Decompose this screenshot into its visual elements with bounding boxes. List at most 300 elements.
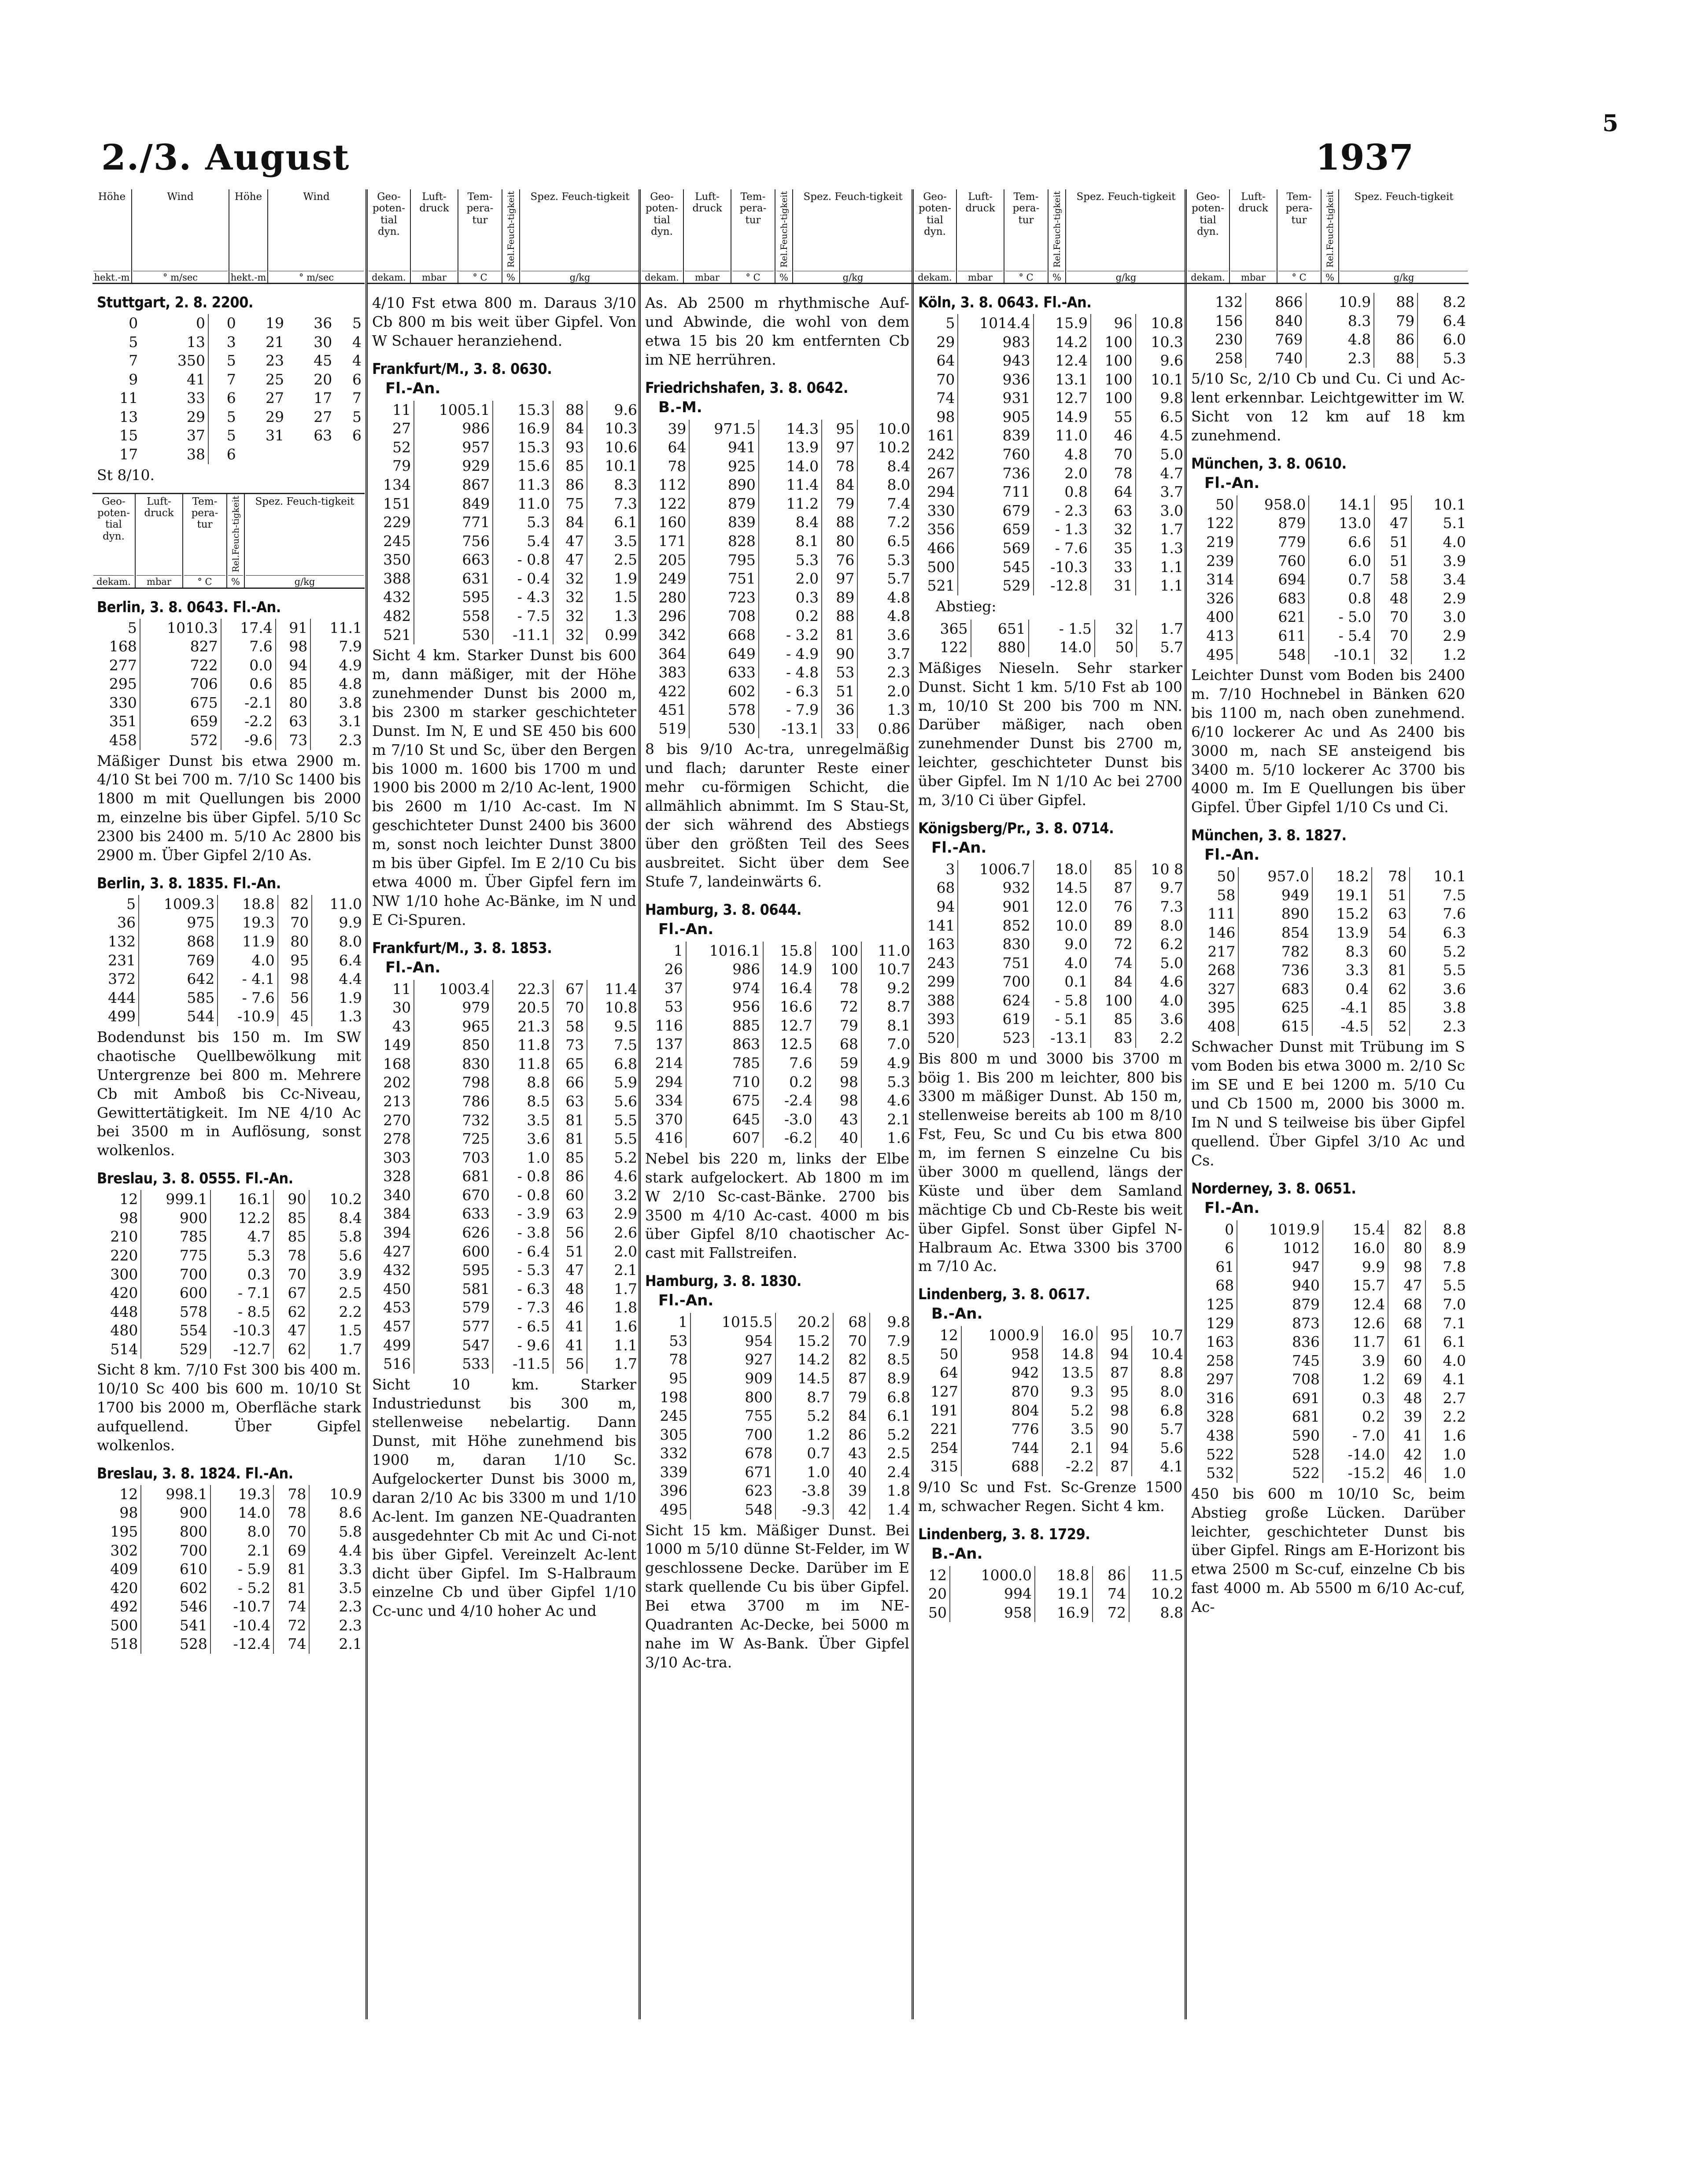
table-cell: 5.2 bbox=[1410, 942, 1469, 961]
table-cell: 18.8 bbox=[1035, 1566, 1092, 1585]
table-row bbox=[641, 1313, 913, 1332]
table-cell: 32 bbox=[1374, 646, 1411, 665]
table-cell: 533 bbox=[414, 1355, 493, 1374]
table-cell: 98 bbox=[276, 637, 310, 656]
station-subtitle: Fl.-An. bbox=[385, 379, 441, 397]
table-cell: 744 bbox=[961, 1439, 1042, 1458]
table-row bbox=[914, 1566, 1186, 1585]
table-cell: 1.3 bbox=[312, 1007, 365, 1026]
table-cell: 39 bbox=[668, 420, 687, 437]
table-cell: 776 bbox=[961, 1420, 1042, 1439]
table-cell: 14.0 bbox=[759, 457, 822, 476]
table-cell: 2.0 bbox=[857, 682, 913, 701]
table-row bbox=[92, 1560, 365, 1579]
table-cell: - 0.8 bbox=[493, 551, 553, 569]
table-cell: 245 bbox=[383, 532, 411, 550]
table-cell: 53 bbox=[822, 663, 857, 682]
table-row bbox=[92, 1190, 365, 1209]
table-cell: 95 bbox=[822, 420, 857, 439]
table-cell: 0.6 bbox=[221, 675, 276, 694]
table-row bbox=[1187, 312, 1469, 331]
table-cell: 600 bbox=[414, 1242, 493, 1261]
table-row bbox=[914, 935, 1186, 954]
header-pressure: Luft-druck mbar bbox=[1229, 189, 1277, 283]
table-cell: 21.3 bbox=[493, 1017, 553, 1036]
table-cell: 11.0 bbox=[493, 495, 553, 514]
table-cell: 5 bbox=[208, 408, 239, 427]
table-cell: 315 bbox=[930, 1458, 958, 1475]
table-cell: 70 bbox=[1091, 445, 1136, 464]
table-cell: - 7.1 bbox=[210, 1284, 273, 1303]
station-title: Stuttgart, 2. 8. 2200. bbox=[97, 294, 254, 311]
table-cell: 932 bbox=[958, 879, 1033, 898]
table-row bbox=[92, 694, 365, 713]
table-cell: 100 bbox=[816, 960, 861, 979]
station-remarks: Sicht 8 km. 7/10 Fst 300 bis 400 m. 10/10 Sc 400 bis 600 m. 10/10 St 1700 bis 2000 m, Oberfläche stark aufquellend. Über Gipfel wolkenlos. bbox=[97, 1361, 361, 1454]
table-cell: 422 bbox=[658, 682, 687, 700]
table-cell: 63 bbox=[1372, 905, 1410, 924]
table-cell: 328 bbox=[383, 1168, 411, 1185]
table-cell: 85 bbox=[276, 675, 310, 694]
table-row bbox=[92, 675, 365, 694]
table-cell: 83 bbox=[1091, 1029, 1136, 1048]
table-cell: 372 bbox=[108, 970, 136, 988]
table-cell: 9.8 bbox=[1136, 389, 1186, 408]
table-cell: 0.3 bbox=[210, 1265, 273, 1284]
table-cell: 499 bbox=[108, 1008, 136, 1025]
table-cell: 12 bbox=[119, 1485, 138, 1503]
table-cell: 10.6 bbox=[587, 438, 640, 457]
table-cell: 22.3 bbox=[493, 980, 553, 999]
table-cell: -13.1 bbox=[759, 720, 822, 739]
table-cell: 98 bbox=[1097, 1401, 1132, 1420]
table-cell: 81 bbox=[553, 1111, 587, 1130]
table-cell: 1.4 bbox=[870, 1500, 913, 1519]
table-cell: 332 bbox=[660, 1445, 688, 1462]
table-cell: 45 bbox=[314, 352, 332, 370]
table-row bbox=[368, 1186, 640, 1205]
table-cell: 7.0 bbox=[1425, 1295, 1469, 1314]
table-cell: 15.4 bbox=[1323, 1220, 1388, 1239]
table-row bbox=[92, 1340, 365, 1359]
table-cell: 9.3 bbox=[1042, 1382, 1097, 1401]
table-cell: 7.6 bbox=[1410, 905, 1469, 924]
table-cell: 13.0 bbox=[1309, 514, 1374, 533]
table-cell: 5 bbox=[945, 314, 955, 332]
table-cell: 13.9 bbox=[759, 438, 822, 457]
table-row bbox=[92, 656, 365, 675]
table-cell: 804 bbox=[961, 1401, 1042, 1420]
table-cell: 901 bbox=[958, 898, 1033, 916]
table-cell: 4.0 bbox=[1411, 533, 1469, 552]
table-cell: 10.7 bbox=[1132, 1326, 1186, 1345]
table-cell: 954 bbox=[690, 1332, 775, 1351]
table-cell: 611 bbox=[1237, 627, 1309, 646]
table-cell: 1.7 bbox=[1136, 520, 1186, 539]
table-cell: 940 bbox=[1237, 1276, 1323, 1295]
table-cell: 444 bbox=[108, 989, 136, 1006]
table-row bbox=[641, 457, 913, 476]
table-cell: 840 bbox=[1246, 312, 1306, 331]
table-cell: 65 bbox=[553, 1055, 587, 1074]
table-cell: 836 bbox=[1237, 1333, 1323, 1352]
table-row bbox=[914, 916, 1186, 935]
table-cell: 5.3 bbox=[1418, 349, 1469, 368]
table-cell: 3 bbox=[208, 333, 239, 352]
table-cell: 4.4 bbox=[309, 1541, 365, 1560]
table-cell: 80 bbox=[278, 932, 312, 951]
table-cell: 89 bbox=[1091, 916, 1136, 935]
table-cell: 4.5 bbox=[1136, 426, 1186, 445]
table-cell: 11.4 bbox=[587, 980, 640, 999]
table-cell: 7.5 bbox=[1410, 886, 1469, 905]
table-row bbox=[1187, 1220, 1469, 1239]
table-cell: 2.1 bbox=[587, 1261, 640, 1280]
table-cell: 885 bbox=[686, 1016, 763, 1035]
table-cell: 15.6 bbox=[493, 457, 553, 476]
table-cell: 5.7 bbox=[857, 569, 913, 588]
table-cell: 90 bbox=[1097, 1420, 1132, 1439]
table-row bbox=[92, 731, 365, 750]
table-row bbox=[641, 1054, 913, 1073]
table-cell: 79 bbox=[816, 1016, 861, 1035]
table-cell: 17.4 bbox=[221, 619, 276, 638]
profile-table bbox=[92, 1190, 365, 1359]
table-cell: 532 bbox=[1206, 1464, 1234, 1482]
table-cell: 1.8 bbox=[587, 1298, 640, 1317]
table-cell: 6.3 bbox=[1410, 924, 1469, 942]
table-cell: 6.1 bbox=[587, 513, 640, 532]
table-cell: 63 bbox=[1091, 502, 1136, 521]
table-cell: 7.8 bbox=[1425, 1258, 1469, 1277]
table-cell: 516 bbox=[383, 1355, 411, 1373]
table-cell: 64 bbox=[668, 439, 687, 456]
table-cell: 87 bbox=[1097, 1457, 1132, 1476]
table-cell: 205 bbox=[658, 551, 687, 569]
table-cell: 294 bbox=[655, 1073, 683, 1090]
table-cell: 61 bbox=[1388, 1333, 1425, 1352]
table-row bbox=[641, 438, 913, 457]
table-row bbox=[368, 457, 640, 476]
table-cell: 70 bbox=[278, 913, 312, 932]
table-cell: 958 bbox=[961, 1345, 1042, 1364]
table-cell: - 4.9 bbox=[759, 645, 822, 664]
table-cell: 18.2 bbox=[1312, 867, 1372, 886]
table-cell: 979 bbox=[414, 998, 493, 1017]
table-cell: 0.7 bbox=[1309, 570, 1374, 589]
table-cell: 5 bbox=[129, 333, 138, 351]
table-cell: -11.1 bbox=[493, 626, 553, 645]
table-cell: -3.0 bbox=[763, 1110, 815, 1129]
table-cell: 134 bbox=[383, 476, 411, 493]
table-cell: 2.1 bbox=[309, 1635, 365, 1654]
table-cell: 270 bbox=[383, 1111, 411, 1129]
table-row bbox=[914, 898, 1186, 916]
table-row bbox=[914, 1604, 1186, 1622]
table-cell: 5.5 bbox=[1410, 961, 1469, 980]
table-row bbox=[1187, 1408, 1469, 1426]
table-cell: 0.3 bbox=[1323, 1389, 1388, 1408]
table-cell: - 6.5 bbox=[493, 1317, 553, 1336]
table-cell: 1.7 bbox=[1137, 620, 1186, 639]
table-cell: 839 bbox=[958, 426, 1033, 445]
table-cell: 2.1 bbox=[210, 1541, 273, 1560]
table-cell: 5.3 bbox=[493, 513, 553, 532]
table-row bbox=[641, 1110, 913, 1129]
table-cell: 760 bbox=[958, 445, 1033, 464]
table-cell: - 8.5 bbox=[210, 1303, 273, 1322]
table-cell: 5.7 bbox=[1132, 1420, 1186, 1439]
table-row bbox=[92, 970, 365, 989]
table-row bbox=[641, 998, 913, 1016]
table-cell: 670 bbox=[414, 1186, 493, 1205]
header-temperature: Tem-pera-tur ° C bbox=[1004, 189, 1048, 283]
table-cell: 520 bbox=[927, 1029, 955, 1047]
table-cell: 32 bbox=[1091, 520, 1136, 539]
table-cell: 6 bbox=[208, 445, 239, 464]
table-cell: 10.1 bbox=[587, 457, 640, 476]
table-cell: 100 bbox=[1091, 991, 1136, 1010]
table-row bbox=[641, 1407, 913, 1426]
table-cell: 39 bbox=[1388, 1408, 1425, 1426]
table-cell: 849 bbox=[414, 495, 493, 514]
table-cell: 432 bbox=[383, 588, 411, 606]
table-cell: 986 bbox=[414, 419, 493, 438]
table-cell: 163 bbox=[1206, 1333, 1234, 1351]
table-cell: 74 bbox=[273, 1635, 309, 1654]
table-row bbox=[1187, 867, 1469, 886]
table-cell: 68 bbox=[1215, 1277, 1234, 1294]
table-cell: 11.3 bbox=[493, 476, 553, 495]
table-cell: 873 bbox=[1237, 1314, 1323, 1333]
table-cell: 384 bbox=[383, 1205, 411, 1223]
table-row bbox=[641, 1035, 913, 1054]
table-row bbox=[1187, 1295, 1469, 1314]
table-cell: 50 bbox=[1215, 495, 1234, 513]
table-cell: 585 bbox=[139, 989, 218, 1008]
table-cell: 595 bbox=[414, 1261, 493, 1280]
table-cell: -2.2 bbox=[221, 712, 276, 731]
station-subtitle: Fl.-An. bbox=[1204, 846, 1260, 864]
table-cell: 5.2 bbox=[870, 1426, 913, 1445]
table-cell: -9.3 bbox=[775, 1500, 833, 1519]
table-cell: -3.8 bbox=[775, 1482, 833, 1500]
table-cell: 76 bbox=[822, 551, 857, 570]
table-cell: 850 bbox=[414, 1036, 493, 1055]
table-cell: 925 bbox=[689, 457, 759, 476]
table-cell: - 3.2 bbox=[759, 626, 822, 645]
table-cell: 10.1 bbox=[1136, 370, 1186, 389]
table-cell: -10.7 bbox=[210, 1597, 273, 1616]
table-row bbox=[1187, 1352, 1469, 1371]
table-cell: - 4.8 bbox=[759, 663, 822, 682]
table-cell: 974 bbox=[686, 979, 763, 998]
table-cell: 554 bbox=[141, 1321, 210, 1340]
table-cell: 160 bbox=[658, 514, 687, 531]
table-cell: 458 bbox=[109, 731, 137, 749]
table-cell: 47 bbox=[1374, 514, 1411, 533]
table-cell: 8.0 bbox=[857, 476, 913, 495]
table-cell: 5.5 bbox=[587, 1130, 640, 1149]
table-cell: 37 bbox=[186, 427, 205, 444]
table-cell: 70 bbox=[1374, 627, 1411, 646]
table-cell: 36 bbox=[314, 314, 332, 332]
table-row bbox=[1187, 552, 1469, 571]
table-cell: 8.0 bbox=[1132, 1382, 1186, 1401]
table-cell: 11 bbox=[392, 401, 411, 418]
table-cell: -4.1 bbox=[1312, 998, 1372, 1017]
table-cell: 5.3 bbox=[210, 1246, 273, 1265]
table-cell: 12.4 bbox=[1323, 1295, 1388, 1314]
table-row bbox=[641, 1350, 913, 1369]
table-cell: 994 bbox=[950, 1585, 1035, 1604]
table-cell: 6 bbox=[1225, 1239, 1234, 1257]
table-row bbox=[368, 1036, 640, 1055]
table-row bbox=[92, 1227, 365, 1246]
header-pressure: Luft-druck mbar bbox=[410, 189, 458, 283]
table-row bbox=[1187, 1445, 1469, 1464]
table-cell: 12 bbox=[939, 1327, 958, 1344]
table-cell: 74 bbox=[1093, 1585, 1130, 1604]
table-cell: 2.9 bbox=[1411, 589, 1469, 608]
table-cell: 41 bbox=[553, 1336, 587, 1355]
profile-table bbox=[641, 942, 913, 1148]
table-row bbox=[92, 932, 365, 951]
table-cell: 8.8 bbox=[493, 1073, 553, 1092]
table-row bbox=[641, 1129, 913, 1148]
table-cell: 683 bbox=[1238, 980, 1312, 999]
table-cell: 943 bbox=[958, 351, 1033, 370]
table-cell: 26 bbox=[664, 961, 683, 978]
header-geopotential: Geo-poten-tial dyn. dekam. bbox=[914, 189, 956, 283]
header-rel-humidity: Rel.Feuch-tigkeit % bbox=[1321, 189, 1338, 283]
table-cell: 642 bbox=[139, 970, 218, 989]
table-row bbox=[368, 1280, 640, 1299]
table-cell: 29 bbox=[265, 408, 284, 425]
table-cell: -10.3 bbox=[210, 1321, 273, 1340]
table-cell: 202 bbox=[383, 1074, 411, 1091]
table-cell: 53 bbox=[664, 998, 683, 1016]
table-cell: 700 bbox=[141, 1265, 210, 1284]
table-cell: 56 bbox=[278, 989, 312, 1008]
table-cell: 1.7 bbox=[587, 1280, 640, 1299]
table-cell: 751 bbox=[689, 569, 759, 588]
table-cell: 5.2 bbox=[1042, 1401, 1097, 1420]
table-row bbox=[914, 1326, 1186, 1345]
table-cell: 7 bbox=[352, 389, 362, 407]
table-cell: 8.8 bbox=[1132, 1364, 1186, 1382]
station-remarks: Sicht 4 km. Starker Dunst bis 600 m, dann mäßiger, mit der Höhe zunehmender Dunst bis 2000 m, bis 2300 m starker geschichteter Dunst. Im N, E und SE 450 bis 600 m 7/10 St und Sc, über den Bergen bis 1000 m. 1600 bis 1700 m und 1900 bis 2000 m 2/10 Ac-lent, 1900 bis 2600 m 1/10 Ac-cast. Im N geschichteter Dunst 2400 bis 3600 m, sonst noch leichter Dunst 3800 m bis über Gipfel. Im E 2/10 Cu bis etwa 4000 m. Über Gipfel fern im NW 1/10 hohe Ac-Bänke, im N und E Ci-Spuren. bbox=[372, 647, 636, 928]
profile-table bbox=[1187, 495, 1469, 664]
table-cell: 11.0 bbox=[312, 895, 365, 914]
table-cell: 1.2 bbox=[775, 1426, 833, 1445]
table-cell: 67 bbox=[273, 1284, 309, 1303]
table-cell: 1000.9 bbox=[961, 1326, 1042, 1345]
table-cell: 710 bbox=[686, 1073, 763, 1092]
table-cell: 5.3 bbox=[857, 551, 913, 570]
table-row bbox=[92, 619, 365, 638]
table-cell: 258 bbox=[1206, 1352, 1234, 1369]
table-cell: 8.8 bbox=[1425, 1220, 1469, 1239]
table-cell: 528 bbox=[141, 1635, 210, 1654]
table-cell: 9.7 bbox=[1136, 879, 1186, 898]
table-row bbox=[92, 389, 364, 408]
table-row bbox=[1187, 589, 1469, 608]
table-cell: 50 bbox=[1095, 638, 1137, 657]
table-cell: 210 bbox=[110, 1228, 138, 1245]
table-row bbox=[641, 1463, 913, 1482]
header-rel-humidity: Rel.Feuch-tigkeit % bbox=[226, 494, 244, 588]
table-cell: 63 bbox=[553, 1092, 587, 1111]
table-cell: 80 bbox=[1388, 1239, 1425, 1258]
table-cell: 87 bbox=[833, 1369, 870, 1388]
table-cell: 1015.5 bbox=[690, 1313, 775, 1332]
table-cell: 6 bbox=[352, 427, 362, 444]
table-cell: 10.0 bbox=[1034, 916, 1091, 935]
table-cell: 828 bbox=[689, 532, 759, 551]
table-row bbox=[641, 1482, 913, 1500]
table-cell: 97 bbox=[822, 438, 857, 457]
table-cell: -15.2 bbox=[1323, 1464, 1388, 1483]
table-cell: 330 bbox=[109, 694, 137, 711]
table-cell: - 7.6 bbox=[218, 989, 277, 1008]
table-cell: - 0.8 bbox=[493, 1186, 553, 1205]
table-cell: 7.9 bbox=[870, 1332, 913, 1351]
table-cell: 132 bbox=[1215, 293, 1243, 310]
table-cell: 7.4 bbox=[857, 495, 913, 514]
table-cell: 94 bbox=[276, 656, 310, 675]
table-cell: 8.2 bbox=[1418, 293, 1469, 312]
table-cell: 1.2 bbox=[1411, 646, 1469, 665]
table-cell: 146 bbox=[1207, 924, 1236, 941]
table-cell: 3.6 bbox=[493, 1130, 553, 1149]
table-row bbox=[1187, 1239, 1469, 1258]
table-row bbox=[641, 1369, 913, 1388]
table-cell: 10.3 bbox=[587, 419, 640, 438]
table-cell: 547 bbox=[414, 1336, 493, 1355]
table-cell: 69 bbox=[273, 1541, 309, 1560]
table-cell: 546 bbox=[141, 1597, 210, 1616]
table-cell: 16.9 bbox=[493, 419, 553, 438]
table-cell: 60 bbox=[1372, 942, 1410, 961]
table-cell: 785 bbox=[141, 1227, 210, 1246]
table-cell: 795 bbox=[689, 551, 759, 570]
table-cell: 3.1 bbox=[310, 712, 365, 731]
table-row bbox=[92, 1504, 365, 1523]
table-cell: 6.6 bbox=[1309, 533, 1374, 552]
table-row bbox=[641, 1500, 913, 1519]
table-cell: 852 bbox=[958, 916, 1033, 935]
table-cell: 6.5 bbox=[857, 532, 913, 551]
header-pressure: Luft-druck mbar bbox=[956, 189, 1004, 283]
table-cell: 342 bbox=[658, 626, 687, 643]
table-cell: 683 bbox=[1237, 589, 1309, 608]
table-cell: 438 bbox=[1206, 1427, 1234, 1444]
table-cell: 879 bbox=[1237, 1295, 1323, 1314]
table-cell: 9 bbox=[129, 370, 138, 388]
table-cell: 466 bbox=[927, 539, 955, 557]
table-cell: 708 bbox=[1237, 1370, 1323, 1389]
table-row bbox=[914, 1585, 1186, 1604]
table-row bbox=[92, 1209, 365, 1228]
table-cell: 1.7 bbox=[587, 1355, 640, 1374]
table-cell: 11.5 bbox=[1129, 1566, 1186, 1585]
table-cell: 214 bbox=[655, 1054, 683, 1072]
table-cell: 50 bbox=[928, 1604, 947, 1621]
table-cell: 14.0 bbox=[210, 1504, 273, 1523]
table-cell: 394 bbox=[383, 1224, 411, 1242]
descent-label: Abstieg: bbox=[936, 597, 997, 615]
